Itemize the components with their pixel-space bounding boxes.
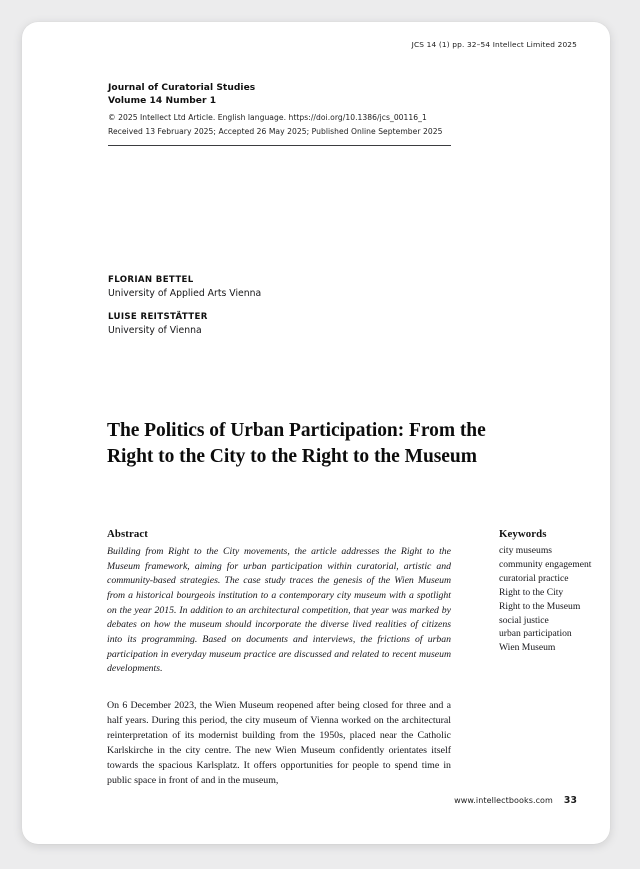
- keyword-item: curatorial practice: [499, 572, 569, 584]
- abstract-heading: Abstract: [107, 528, 148, 540]
- journal-volume: Volume 14 Number 1: [108, 95, 217, 106]
- page-number: 33: [563, 795, 577, 806]
- keyword-item: urban participation: [499, 628, 572, 640]
- publication-dates-line: Received 13 February 2025; Accepted 26 May 2025; Published Online September 2025: [108, 127, 443, 137]
- keyword-item: Right to the Museum: [499, 600, 581, 612]
- author-name: LUISE REITSTÄTTER: [108, 312, 208, 323]
- abstract-section: [107, 528, 451, 677]
- publisher-url: www.intellectbooks.com: [454, 796, 553, 805]
- journal-title: Journal of Curatorial Studies: [108, 83, 256, 93]
- author-name: FLORIAN BETTEL: [108, 275, 194, 285]
- keyword-item: social justice: [499, 614, 549, 626]
- author-list: [108, 274, 451, 338]
- author-affiliation: University of Vienna: [108, 325, 202, 337]
- abstract-text: Building from Right to the City movements, the article addresses the Right to the Museum framework, aiming for urban participation within curatorial, artistic and community-based strategies. The case study traces the genesis of the Wien Museum from a historical bourgeois institution to a contemporary city museum with a spotlight on the year 2015. In addition to an architectural competition, that year was marked by debates on how the museum should incorporate the diverse lived realities of citizens into its programming. Based on documents and interviews, the frictions of urban participation in everyday museum practice are discussed and related to recent museum developments.: [107, 546, 451, 675]
- keyword-item: city museums: [499, 545, 553, 556]
- journal-masthead: [108, 82, 451, 146]
- page-footer: [454, 795, 577, 806]
- keyword-item: Right to the City: [499, 586, 564, 598]
- keywords-section: [499, 528, 619, 655]
- article-page-sheet: [22, 22, 610, 844]
- author-affiliation: University of Applied Arts Vienna: [108, 287, 262, 299]
- article-title: The Politics of Urban Participation: From the Right to the City to the Right to the Museum: [107, 420, 486, 467]
- masthead-divider: [108, 145, 451, 146]
- copyright-doi-line: © 2025 Intellect Ltd Article. English language. https://doi.org/10.1386/jcs_00116_1: [108, 112, 427, 122]
- author-entry: [108, 274, 451, 300]
- keyword-item: Wien Museum: [499, 642, 556, 654]
- keyword-item: community engagement: [499, 558, 592, 570]
- author-entry: [108, 311, 451, 337]
- body-paragraph: On 6 December 2023, the Wien Museum reopened after being closed for three and a half years. During this period, the city museum of Vienna worked on the architectural reinterpretation of its modernist building from the 1950s, placed near the Catholic Karlskirche in the city centre. The new Wien Museum confidently orientates itself towards the spacious Karlsplatz. It offers opportunities for people to spend time in public space in front of and in the museum,: [107, 700, 451, 787]
- running-head: JCS 14 (1) pp. 32–54 Intellect Limited 2025: [411, 40, 577, 49]
- keywords-list: [499, 544, 619, 655]
- keywords-heading: Keywords: [499, 528, 547, 540]
